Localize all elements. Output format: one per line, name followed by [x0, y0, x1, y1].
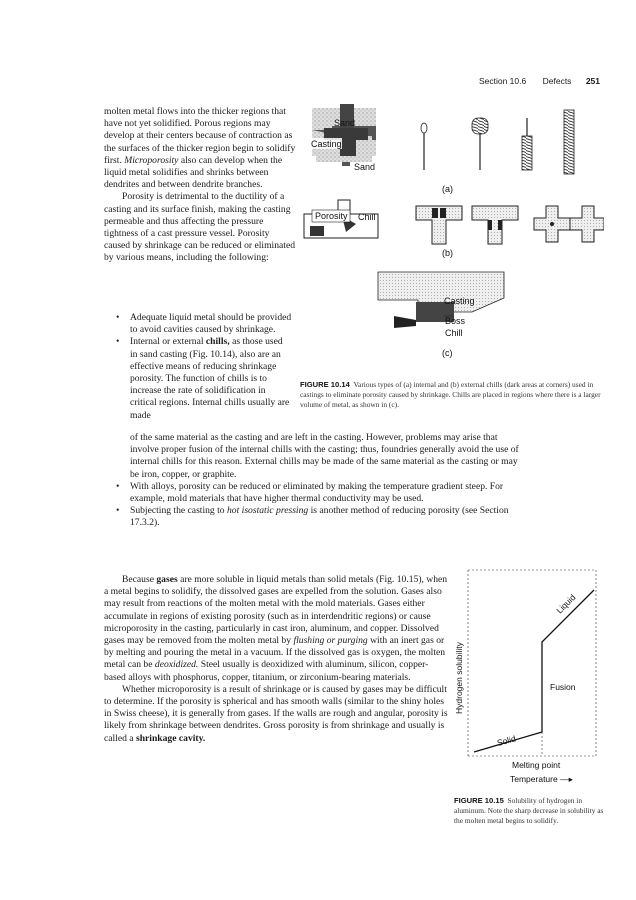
label-fusion: Fusion: [550, 682, 576, 692]
label-c: (c): [442, 348, 453, 358]
label-casting: Casting: [311, 139, 342, 149]
label-b: (b): [442, 248, 453, 258]
bullet-item: • With alloys, porosity can be reduced or eliminated by making the temperature gradient steep. For example, mold materials that have higher thermal conductivity may be used.: [104, 481, 522, 505]
caption-label: FIGURE 10.14: [300, 380, 350, 389]
page-number: 251: [585, 76, 600, 86]
t-casting-icon: [472, 206, 518, 244]
bullet-item: • Subjecting the casting to hot isostatic pressing is another method of reducing porosity (see Section 17.3.2).: [104, 505, 522, 529]
caption-text: Solubility of hydrogen in aluminum. Note the sharp decrease in solubility as the molten metal begins to solidify.: [454, 796, 604, 825]
chill-nail-icon: [421, 123, 427, 170]
label-porosity: Porosity: [315, 211, 348, 221]
bullet-list-narrow: [104, 312, 292, 422]
running-header: [420, 76, 600, 90]
label-a: (a): [442, 184, 453, 194]
paragraph-3: Because gases are more soluble in liquid metals than solid metals (Fig. 10.15), when a metal begins to solidify, the dissolved gases are expelled from the solution. Gases also may result from reactions of the molten metal with the mold materials. Gases either accumulate in regions of existing porosity (such as in interdendritic regions) or cause microporosity in the casting, particularly in cast iron, aluminum, and copper. Dissolved gases may be removed from the molten metal by flushing or purging with an inert gas or by melting and pouring the metal in a vacuum. If the dissolved gas is oxygen, the molten metal can be deoxidized. Steel usually is deoxidized with aluminum, silicon, copper-based alloys with phosphorus, copper, titanium, or zirconium-bearing materials.: [104, 574, 448, 683]
label-melting-point: Melting point: [512, 760, 561, 770]
label-sand-bottom: Sand: [354, 162, 376, 172]
bullet-item: • Internal or external chills, as those used in sand casting (Fig. 10.14), also are an effective means of reducing shrinkage porosity. The function of chills is to increase the rate of solidification in critical regions. Internal chills usually are made: [104, 336, 292, 421]
cross-casting-icon: [534, 206, 570, 242]
label-liquid: Liquid: [554, 592, 578, 616]
bullet-continuation: of the same material as the casting and are left in the casting. However, problems may arise that involve proper fusion of the internal chills with the casting; thus, foundries generally avoid the use of internal chills for this reason. External chills may be made of the same material as the casting or may be iron, copper, or graphite.: [130, 432, 519, 480]
x-axis-label: Temperature —▸: [510, 774, 573, 784]
sand-casting-illustration: [312, 104, 376, 166]
solubility-curve: [474, 590, 594, 752]
label-chill-c: Chill: [445, 328, 463, 338]
header-title: Defects: [542, 76, 572, 86]
figure-10-14-caption: [300, 380, 604, 409]
t-casting-icon: [416, 206, 462, 244]
left-column-text: [104, 106, 296, 265]
chill-spring-icon: [564, 110, 574, 174]
figure-10-14: [298, 96, 604, 376]
caption-label: FIGURE 10.15: [454, 796, 504, 805]
chill-rod-icon: [522, 118, 532, 170]
y-axis-label: Hydrogen solubility: [454, 642, 464, 714]
bullet-list-wide: [104, 481, 522, 530]
label-chill: Chill: [358, 212, 376, 222]
paragraph-4: Whether microporosity is a result of shrinkage or is caused by gases may be difficult to determine. If the porosity is spherical and has smooth walls (similar to the shiny holes in Swiss cheese), it is generally from gases. If the walls are rough and angular, porosity is likely from shrinkage between dendrites. Gross porosity is from shrinkage and usually is called a shrinkage cavity.: [104, 683, 448, 744]
bullet-item: • Adequate liquid metal should be provided to avoid cavities caused by shrinkage.: [104, 312, 292, 336]
boss-chill-illustration: [378, 272, 504, 328]
paragraph-1: molten metal flows into the thicker regions that have not yet solidified. Porous regions may develop at their centers because of contraction as the surfaces of the thicker region begin to solidify first. Microporosity also can develop when the liquid metal solidifies and shrinks between dendrites and between dendrite branches.: [104, 106, 296, 191]
figure-10-15: [446, 566, 610, 794]
label-solid: Solid: [495, 733, 517, 748]
label-sand-top: Sand: [334, 118, 356, 128]
header-section: Section 10.6: [478, 76, 527, 86]
bottom-text: [104, 574, 448, 745]
chill-coil-icon: [472, 118, 488, 170]
label-casting-c: Casting: [444, 296, 475, 306]
cross-casting-icon: [570, 206, 604, 242]
caption-text: Various types of (a) internal and (b) external chills (dark areas at corners) used in castings to eliminate porosity caused by shrinkage. Chills are placed in regions where there is a larger volume of metal, as shown in (c).: [300, 380, 601, 409]
figure-10-15-caption: [454, 796, 604, 825]
full-width-text: [104, 432, 522, 530]
paragraph-2: Porosity is detrimental to the ductility of a casting and its surface finish, making the casting permeable and thus affecting the pressure tightness of a cast pressure vessel. Porosity caused by shrinkage can be reduced or eliminated by various means, including the following:: [104, 191, 295, 264]
label-boss: Boss: [445, 316, 466, 326]
